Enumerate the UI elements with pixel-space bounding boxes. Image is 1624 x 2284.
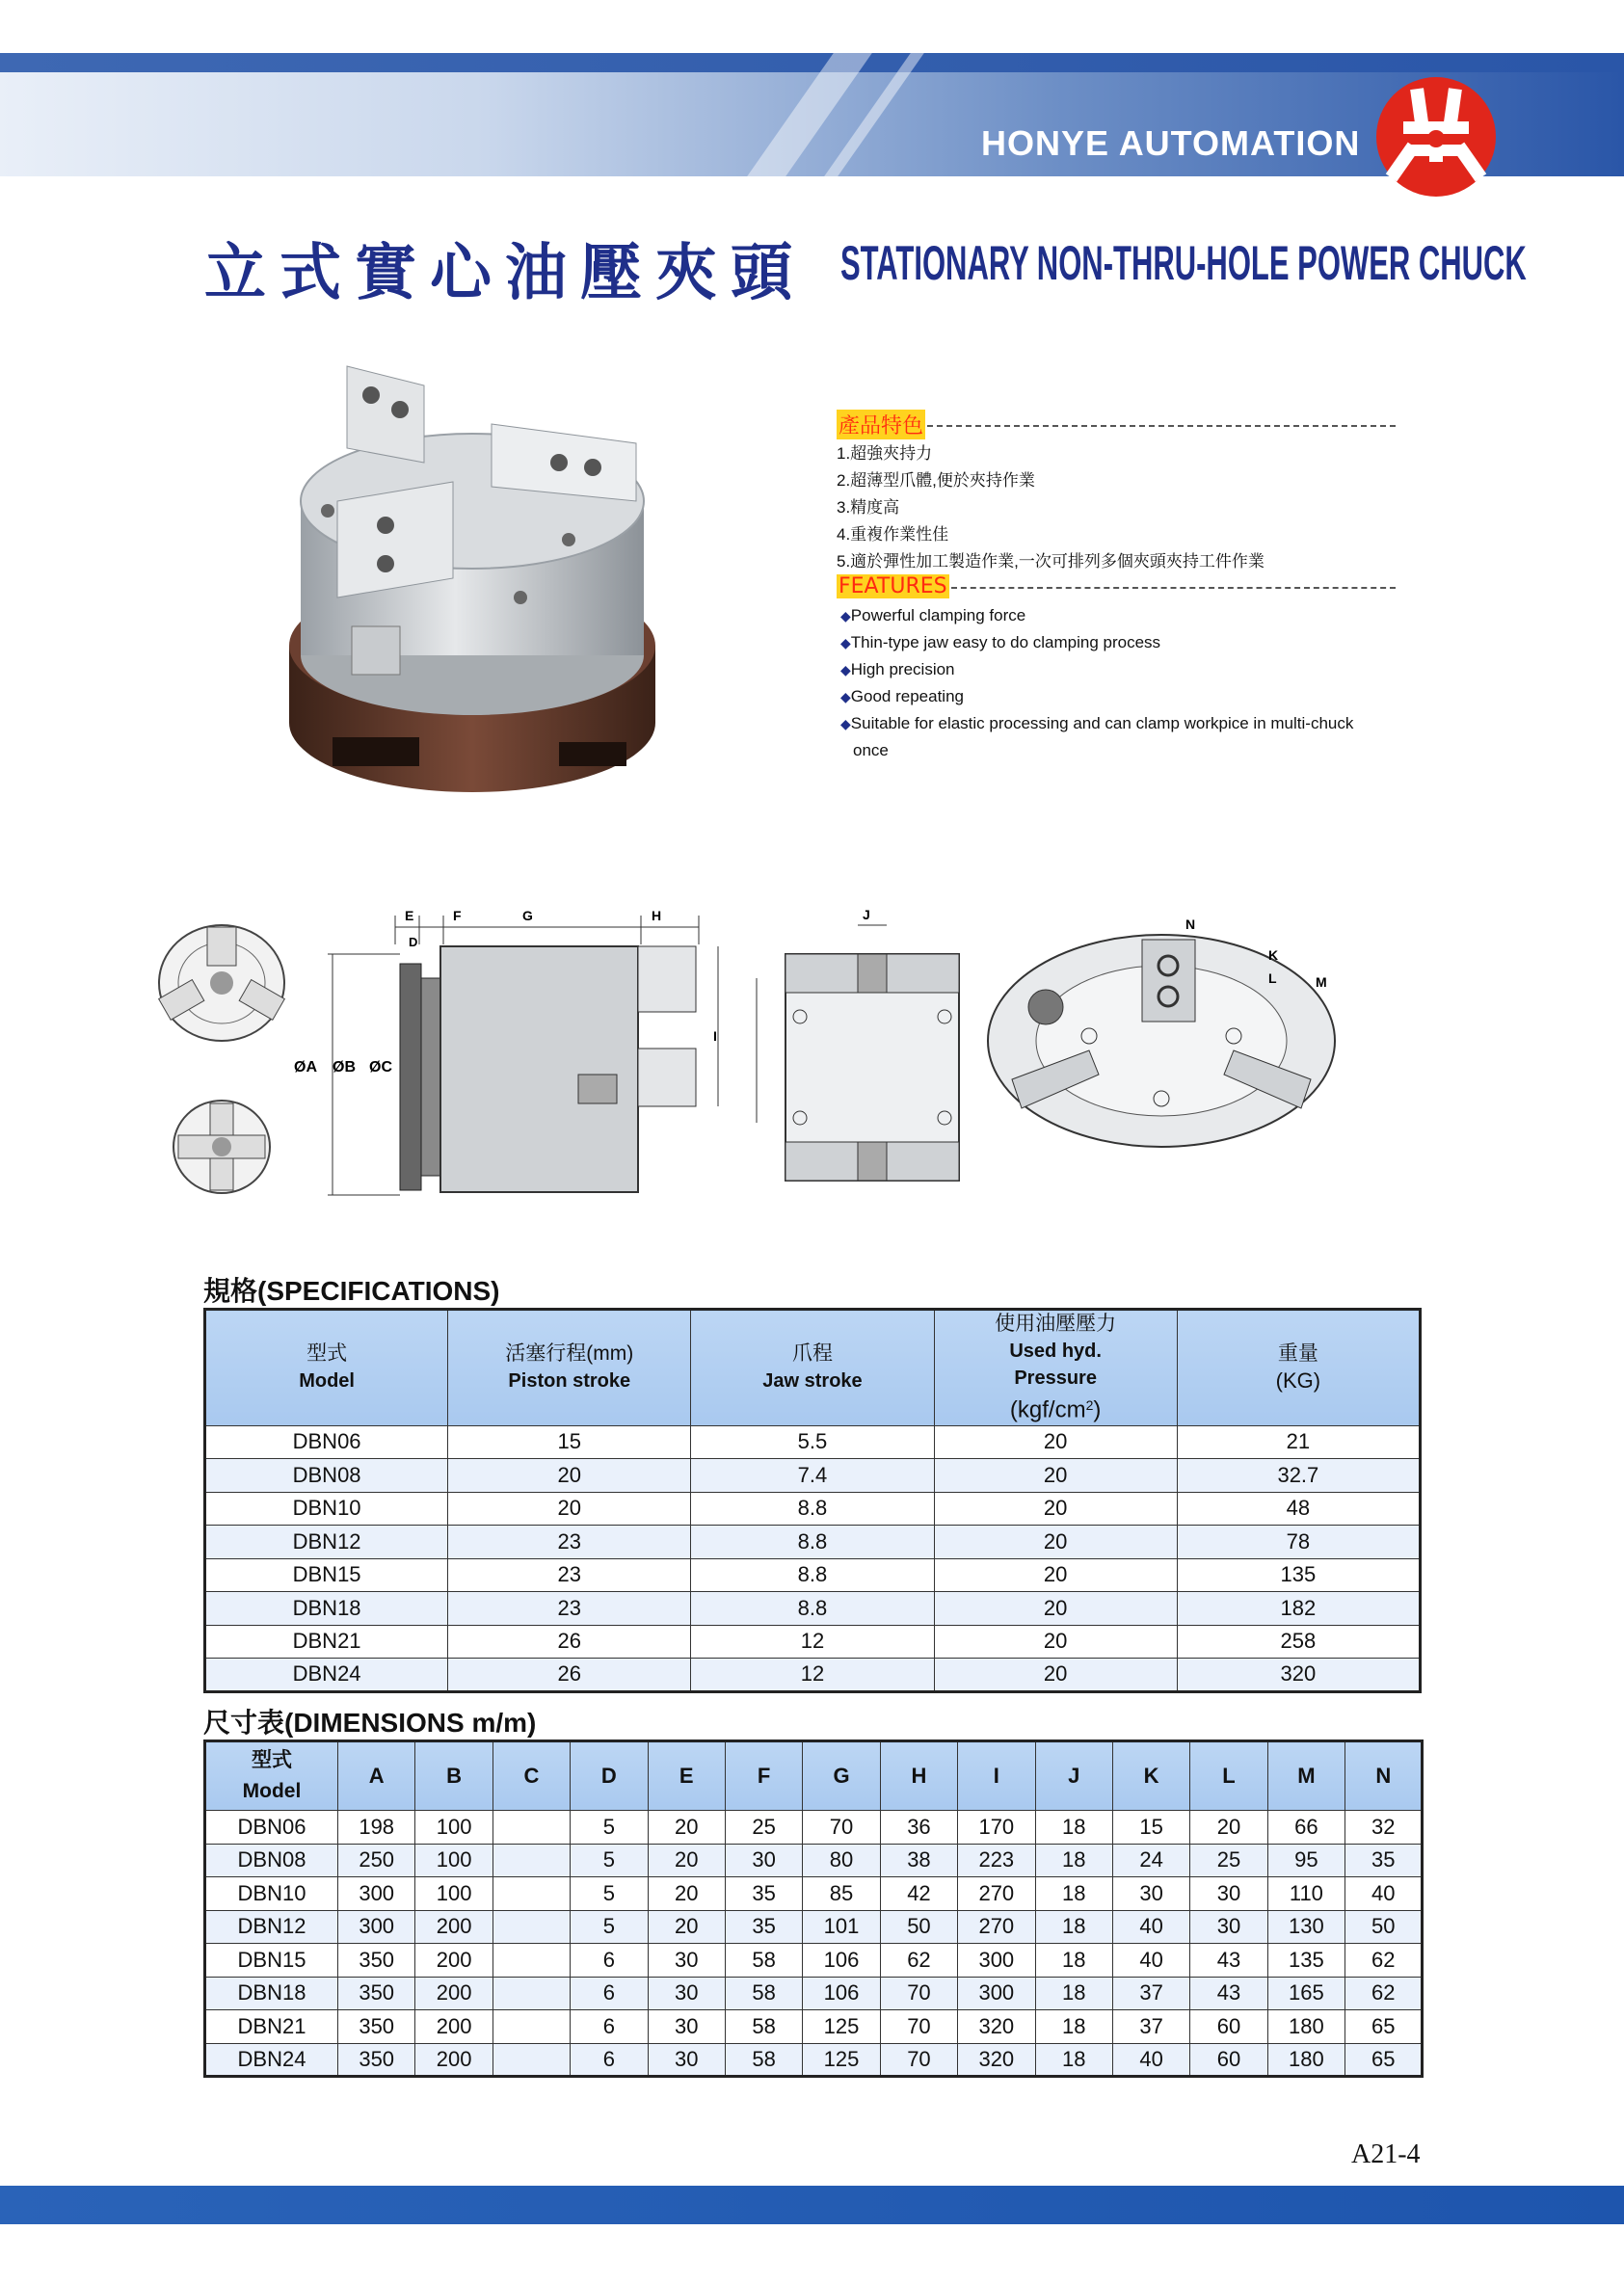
- table-cell: 258: [1177, 1625, 1420, 1659]
- table-cell: 65: [1345, 2010, 1423, 2044]
- table-row: [205, 2043, 1423, 2077]
- table-cell: 35: [725, 1910, 802, 1944]
- model-cell: DBN24: [205, 2043, 338, 2077]
- table-cell: 30: [725, 1844, 802, 1877]
- page-number: A21-4: [1351, 2139, 1421, 2169]
- model-cell: DBN06: [205, 1425, 448, 1459]
- brand-name: HONYE AUTOMATION: [981, 123, 1361, 163]
- table-cell: 6: [571, 1944, 648, 1978]
- table-cell: 198: [338, 1811, 415, 1845]
- header-model-zh: 型式: [306, 1342, 348, 1366]
- features-en-item: [837, 710, 1396, 737]
- table-cell: 130: [1267, 1910, 1344, 1944]
- table-row: [205, 1526, 1421, 1559]
- dimensions-body: [205, 1811, 1423, 2077]
- model-cell: DBN10: [205, 1877, 338, 1911]
- table-cell: 60: [1190, 2010, 1267, 2044]
- table-cell: 20: [934, 1625, 1177, 1659]
- table-row: [205, 1877, 1423, 1911]
- table-cell: [493, 1910, 570, 1944]
- dim-label-phi-c: ØC: [369, 1059, 392, 1076]
- dimensions-table: [203, 1740, 1424, 2078]
- table-cell: [493, 2043, 570, 2077]
- features-en-item-text: High precision: [850, 660, 955, 678]
- table-cell: 100: [415, 1844, 493, 1877]
- column-header: C: [493, 1741, 570, 1811]
- table-cell: 58: [725, 1977, 802, 2010]
- table-cell: 101: [803, 1910, 880, 1944]
- header-pressure-close: ): [1093, 1396, 1102, 1423]
- column-header: F: [725, 1741, 802, 1811]
- footer-band: [0, 2186, 1624, 2224]
- model-cell: DBN24: [205, 1659, 448, 1692]
- table-cell: 30: [1190, 1910, 1267, 1944]
- features-en-item: [837, 656, 1396, 683]
- features-en-item: [837, 683, 1396, 710]
- table-row: [205, 1592, 1421, 1626]
- table-cell: 8.8: [691, 1558, 934, 1592]
- dim-label-n: N: [1185, 916, 1196, 932]
- column-header: E: [648, 1741, 725, 1811]
- table-cell: 15: [448, 1425, 691, 1459]
- dim-label-i: I: [713, 1028, 717, 1044]
- features-zh-item: 5.適於彈性加工製造作業,一次可排列多個夾頭夾持工件作業: [837, 552, 1265, 571]
- table-cell: 200: [415, 1910, 493, 1944]
- table-cell: 78: [1177, 1526, 1420, 1559]
- table-cell: 20: [648, 1811, 725, 1845]
- table-cell: 5: [571, 1811, 648, 1845]
- table-cell: 8.8: [691, 1592, 934, 1626]
- table-cell: 18: [1035, 2010, 1112, 2044]
- table-cell: 125: [803, 2043, 880, 2077]
- table-cell: 32.7: [1177, 1459, 1420, 1493]
- column-header: I: [958, 1741, 1035, 1811]
- table-cell: 320: [1177, 1659, 1420, 1692]
- features-en-item-text: Thin-type jaw easy to do clamping process: [850, 633, 1161, 651]
- table-cell: 350: [338, 2043, 415, 2077]
- dim-label-g: G: [522, 908, 533, 923]
- table-cell: 18: [1035, 1910, 1112, 1944]
- table-cell: 20: [648, 1877, 725, 1911]
- features-en-item-continuation: once: [853, 741, 889, 759]
- table-cell: 200: [415, 2043, 493, 2077]
- table-row: [205, 1844, 1423, 1877]
- table-cell: 100: [415, 1877, 493, 1911]
- table-cell: 20: [1190, 1811, 1267, 1845]
- page-title-en: STATIONARY NON-THRU-HOLE POWER CHUCK: [840, 236, 1527, 290]
- header-pressure: [934, 1310, 1177, 1426]
- features-zh-heading: 產品特色: [837, 410, 925, 439]
- column-header: K: [1112, 1741, 1189, 1811]
- column-header: G: [803, 1741, 880, 1811]
- table-cell: [493, 1977, 570, 2010]
- table-cell: 6: [571, 2043, 648, 2077]
- table-cell: 5: [571, 1877, 648, 1911]
- specifications-header-row: [205, 1310, 1421, 1426]
- features-en-item: [837, 629, 1396, 656]
- table-cell: 20: [934, 1659, 1177, 1692]
- features-en-heading-row: [837, 570, 1396, 602]
- table-cell: 20: [934, 1492, 1177, 1526]
- table-cell: 95: [1267, 1844, 1344, 1877]
- specifications-table: [203, 1308, 1422, 1693]
- bullet-icon: ◆: [840, 635, 851, 651]
- column-header: M: [1267, 1741, 1344, 1811]
- dim-label-phi-b: ØB: [333, 1059, 356, 1076]
- table-cell: 30: [1112, 1877, 1189, 1911]
- table-cell: 6: [571, 1977, 648, 2010]
- specifications-title: 規格(SPECIFICATIONS): [203, 1276, 500, 1306]
- table-cell: 36: [880, 1811, 957, 1845]
- table-cell: 20: [448, 1459, 691, 1493]
- features-zh-item: 1.超強夾持力: [837, 444, 933, 463]
- features-en: [837, 570, 1396, 764]
- table-cell: 58: [725, 2010, 802, 2044]
- table-cell: 182: [1177, 1592, 1420, 1626]
- honye-logo-icon: [1374, 75, 1498, 199]
- header-model: [205, 1741, 338, 1811]
- table-cell: 80: [803, 1844, 880, 1877]
- table-cell: 200: [415, 1944, 493, 1978]
- table-cell: 18: [1035, 2043, 1112, 2077]
- table-cell: 23: [448, 1592, 691, 1626]
- table-row: [205, 1910, 1423, 1944]
- table-cell: 24: [1112, 1844, 1189, 1877]
- table-cell: 18: [1035, 1977, 1112, 2010]
- table-cell: 106: [803, 1977, 880, 2010]
- table-cell: 62: [880, 1944, 957, 1978]
- header-pressure-sup: 2: [1085, 1397, 1094, 1413]
- header-pressure-en1: Used hyd.: [1009, 1341, 1102, 1362]
- table-row: [205, 1659, 1421, 1692]
- model-cell: DBN21: [205, 2010, 338, 2044]
- features-zh-heading-row: [837, 408, 1396, 440]
- column-header: L: [1190, 1741, 1267, 1811]
- table-cell: 37: [1112, 1977, 1189, 2010]
- header-weight-zh: 重量: [1277, 1341, 1318, 1365]
- table-cell: 8.8: [691, 1526, 934, 1559]
- table-cell: 7.4: [691, 1459, 934, 1493]
- features-zh-item: 2.超薄型爪體,便於夾持作業: [837, 471, 1035, 490]
- table-cell: 6: [571, 2010, 648, 2044]
- features-zh-item: 3.精度高: [837, 498, 900, 517]
- features-en-item-text: Good repeating: [850, 687, 964, 705]
- table-cell: 62: [1345, 1944, 1423, 1978]
- table-cell: 58: [725, 2043, 802, 2077]
- table-cell: 65: [1345, 2043, 1423, 2077]
- front-view-small-bottom: [173, 1101, 270, 1193]
- table-cell: 43: [1190, 1944, 1267, 1978]
- model-cell: DBN15: [205, 1558, 448, 1592]
- table-cell: 12: [691, 1625, 934, 1659]
- table-row: [205, 1977, 1423, 2010]
- header-model-zh: 型式: [252, 1749, 292, 1771]
- bullet-icon: ◆: [840, 689, 851, 704]
- column-header: D: [571, 1741, 648, 1811]
- table-cell: 62: [1345, 1977, 1423, 2010]
- header-piston-zh: 活塞行程(mm): [505, 1342, 634, 1366]
- dashed-divider: [951, 587, 1396, 589]
- table-row: [205, 2010, 1423, 2044]
- table-cell: 300: [958, 1944, 1035, 1978]
- table-cell: [493, 1877, 570, 1911]
- table-cell: 35: [725, 1877, 802, 1911]
- table-cell: 170: [958, 1811, 1035, 1845]
- front-view-small-top: [159, 925, 285, 1041]
- model-cell: DBN12: [205, 1910, 338, 1944]
- table-cell: 135: [1177, 1558, 1420, 1592]
- table-cell: 43: [1190, 1977, 1267, 2010]
- table-cell: 40: [1112, 1944, 1189, 1978]
- column-header: B: [415, 1741, 493, 1811]
- table-cell: 300: [338, 1877, 415, 1911]
- table-cell: 20: [648, 1844, 725, 1877]
- table-cell: 250: [338, 1844, 415, 1877]
- dim-label-l: L: [1268, 970, 1277, 986]
- header-pressure-unit: (kgf/cm: [1009, 1396, 1086, 1423]
- header-piston-en: Piston stroke: [508, 1370, 631, 1393]
- bullet-icon: ◆: [840, 608, 851, 624]
- model-cell: DBN10: [205, 1492, 448, 1526]
- header-pressure-en2: Pressure: [1014, 1368, 1097, 1389]
- table-row: [205, 1459, 1421, 1493]
- table-cell: 21: [1177, 1425, 1420, 1459]
- dim-label-m: M: [1316, 974, 1327, 990]
- features-en-item: [837, 602, 1396, 629]
- table-cell: 300: [958, 1977, 1035, 2010]
- table-cell: [493, 1811, 570, 1845]
- table-cell: 20: [934, 1459, 1177, 1493]
- table-cell: 23: [448, 1558, 691, 1592]
- table-cell: 42: [880, 1877, 957, 1911]
- table-cell: 18: [1035, 1844, 1112, 1877]
- table-cell: 23: [448, 1526, 691, 1559]
- column-header: J: [1035, 1741, 1112, 1811]
- model-cell: DBN21: [205, 1625, 448, 1659]
- table-cell: 70: [803, 1811, 880, 1845]
- table-cell: 40: [1112, 1910, 1189, 1944]
- table-cell: 5: [571, 1844, 648, 1877]
- table-cell: 223: [958, 1844, 1035, 1877]
- table-cell: 66: [1267, 1811, 1344, 1845]
- table-cell: 200: [415, 1977, 493, 2010]
- table-cell: 25: [725, 1811, 802, 1845]
- model-cell: DBN06: [205, 1811, 338, 1845]
- header-model-en: Model: [299, 1370, 355, 1393]
- header-jaw-zh: 爪程: [791, 1342, 833, 1366]
- table-cell: 20: [648, 1910, 725, 1944]
- specifications-body: [205, 1425, 1421, 1691]
- page-title-zh: 立式實心油壓夾頭: [204, 238, 806, 309]
- table-row: [205, 1811, 1423, 1845]
- table-cell: 5.5: [691, 1425, 934, 1459]
- table-cell: 35: [1345, 1844, 1423, 1877]
- table-row: [205, 1558, 1421, 1592]
- table-cell: 18: [1035, 1811, 1112, 1845]
- model-cell: DBN12: [205, 1526, 448, 1559]
- top-view: [757, 925, 959, 1181]
- table-cell: 20: [934, 1526, 1177, 1559]
- table-cell: 40: [1112, 2043, 1189, 2077]
- features-en-item-text: Powerful clamping force: [850, 606, 1026, 624]
- dim-label-d: D: [409, 935, 418, 949]
- table-cell: 32: [1345, 1811, 1423, 1845]
- table-cell: 350: [338, 2010, 415, 2044]
- table-cell: 12: [691, 1659, 934, 1692]
- header-jaw-stroke: [691, 1310, 934, 1426]
- table-cell: 20: [448, 1492, 691, 1526]
- table-cell: 8.8: [691, 1492, 934, 1526]
- model-cell: DBN18: [205, 1977, 338, 2010]
- header-pressure-zh: 使用油壓壓力: [995, 1313, 1117, 1335]
- column-header: A: [338, 1741, 415, 1811]
- table-cell: 135: [1267, 1944, 1344, 1978]
- table-cell: 350: [338, 1944, 415, 1978]
- table-cell: 106: [803, 1944, 880, 1978]
- table-cell: 30: [648, 1977, 725, 2010]
- table-cell: 180: [1267, 2010, 1344, 2044]
- technical-drawings: [116, 906, 1426, 1224]
- table-cell: 18: [1035, 1944, 1112, 1978]
- table-cell: 50: [880, 1910, 957, 1944]
- table-cell: 20: [934, 1592, 1177, 1626]
- table-cell: 70: [880, 2043, 957, 2077]
- table-cell: 270: [958, 1877, 1035, 1911]
- header-weight-unit: (KG): [1275, 1368, 1321, 1393]
- dimensions-title: 尺寸表(DIMENSIONS m/m): [203, 1708, 537, 1738]
- table-cell: 30: [1190, 1877, 1267, 1911]
- dim-label-k: K: [1268, 947, 1279, 963]
- table-cell: 26: [448, 1659, 691, 1692]
- dashed-divider: [927, 425, 1396, 427]
- table-row: [205, 1425, 1421, 1459]
- table-cell: 25: [1190, 1844, 1267, 1877]
- table-cell: 85: [803, 1877, 880, 1911]
- dimensions-header-row: [205, 1741, 1423, 1811]
- table-cell: 30: [648, 2010, 725, 2044]
- dim-label-f: F: [453, 908, 462, 923]
- bullet-icon: ◆: [840, 662, 851, 677]
- table-cell: [493, 1944, 570, 1978]
- bullet-icon: ◆: [840, 716, 851, 731]
- table-cell: 26: [448, 1625, 691, 1659]
- column-header: H: [880, 1741, 957, 1811]
- header-model: [205, 1310, 448, 1426]
- table-cell: 30: [648, 2043, 725, 2077]
- header-jaw-en: Jaw stroke: [762, 1370, 863, 1393]
- model-cell: DBN18: [205, 1592, 448, 1626]
- model-cell: DBN15: [205, 1944, 338, 1978]
- table-cell: 270: [958, 1910, 1035, 1944]
- table-cell: 50: [1345, 1910, 1423, 1944]
- dim-label-phi-a: ØA: [294, 1059, 317, 1076]
- table-cell: 125: [803, 2010, 880, 2044]
- power-chuck-photo: [280, 357, 665, 819]
- dim-label-j: J: [863, 907, 870, 922]
- table-cell: 30: [648, 1944, 725, 1978]
- table-cell: 70: [880, 1977, 957, 2010]
- features-en-heading: FEATURES: [839, 573, 947, 598]
- table-cell: 110: [1267, 1877, 1344, 1911]
- table-cell: 320: [958, 2043, 1035, 2077]
- model-cell: DBN08: [205, 1844, 338, 1877]
- table-cell: 18: [1035, 1877, 1112, 1911]
- table-cell: 58: [725, 1944, 802, 1978]
- table-row: [205, 1944, 1423, 1978]
- table-cell: 48: [1177, 1492, 1420, 1526]
- table-cell: 165: [1267, 1977, 1344, 2010]
- table-row: [205, 1625, 1421, 1659]
- header-model-en: Model: [242, 1780, 302, 1802]
- column-header: N: [1345, 1741, 1423, 1811]
- table-cell: 200: [415, 2010, 493, 2044]
- features-zh-item: 4.重複作業性佳: [837, 525, 949, 544]
- dim-label-e: E: [405, 908, 414, 923]
- table-cell: [493, 1844, 570, 1877]
- table-cell: 40: [1345, 1877, 1423, 1911]
- table-cell: 38: [880, 1844, 957, 1877]
- table-cell: 5: [571, 1910, 648, 1944]
- header-weight: [1177, 1310, 1420, 1426]
- table-cell: 60: [1190, 2043, 1267, 2077]
- dim-label-h: H: [652, 908, 662, 923]
- table-cell: 20: [934, 1558, 1177, 1592]
- table-cell: 180: [1267, 2043, 1344, 2077]
- side-view: [328, 916, 718, 1195]
- table-cell: 320: [958, 2010, 1035, 2044]
- table-cell: [493, 2010, 570, 2044]
- table-cell: 300: [338, 1910, 415, 1944]
- table-cell: 37: [1112, 2010, 1189, 2044]
- header-piston-stroke: [448, 1310, 691, 1426]
- model-cell: DBN08: [205, 1459, 448, 1493]
- front-view-large: [988, 935, 1335, 1147]
- table-cell: 70: [880, 2010, 957, 2044]
- features-zh: [837, 408, 1396, 575]
- features-en-item-text: Suitable for elastic processing and can clamp workpice in multi-chuck: [850, 714, 1354, 732]
- table-cell: 15: [1112, 1811, 1189, 1845]
- table-cell: 100: [415, 1811, 493, 1845]
- header-band-top: [0, 53, 1624, 72]
- table-cell: 350: [338, 1977, 415, 2010]
- table-row: [205, 1492, 1421, 1526]
- table-cell: 20: [934, 1425, 1177, 1459]
